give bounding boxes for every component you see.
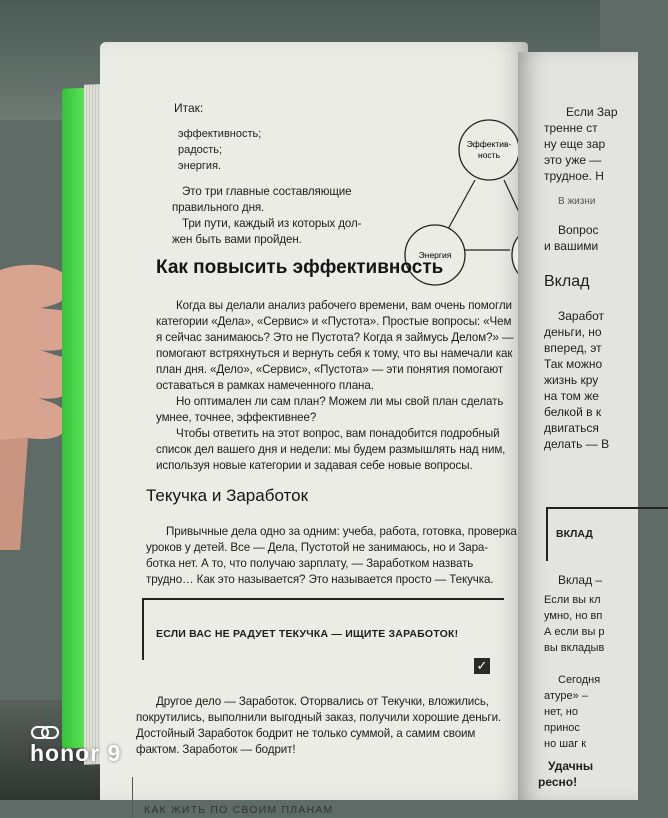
paragraph-line: Но оптимален ли сам план? Можем ли мы свой план сделать: [176, 395, 504, 408]
right-line: на том же: [544, 389, 599, 403]
intro-text: Итак:: [174, 101, 204, 115]
right-line: Удачны: [548, 759, 594, 773]
paragraph-line: оставаться в рамках намеченного плана.: [156, 379, 374, 392]
right-line: это уже —: [544, 153, 602, 167]
ai-camera-icon: [41, 726, 59, 739]
left-page: [100, 42, 528, 816]
right-line-small: В жизни: [558, 196, 596, 207]
right-page: [518, 52, 638, 800]
right-line: Так можно: [544, 357, 603, 371]
right-heading: Вклад: [544, 273, 590, 290]
paragraph-line: категории «Дела», «Сервис» и «Пустота». Простые вопросы: «Чем: [156, 315, 512, 328]
right-line: Заработ: [558, 309, 605, 323]
paragraph-line: уроков у детей. Все — Дела, Пустотой не занимаюсь, но и Зара-: [146, 541, 489, 554]
right-line: вы вкладыв: [544, 642, 605, 654]
paragraph-line: я сейчас занимаюсь? Это не Пустота? Когда я займусь Делом?» —: [156, 331, 514, 344]
right-line: нет, но: [544, 706, 578, 718]
heading-tekuchka: Текучка и Заработок: [146, 486, 309, 505]
right-line: жизнь кру: [544, 373, 599, 387]
list-item: эффективность;: [178, 128, 262, 140]
right-line: принос: [544, 722, 580, 734]
paragraph-line: помогают встряхнуться и вернуть себя к тому, что вы намечали как: [156, 347, 513, 360]
right-line: А если вы р: [544, 626, 605, 638]
right-line: ну еще зар: [544, 137, 606, 151]
heading-effectiveness: Как повысить эффективность: [156, 257, 444, 278]
paragraph-line: план дня. «Дело», «Сервис», «Пустота» — эти понятия помогают: [156, 363, 504, 376]
running-footer: КАК ЖИТЬ ПО СВОИМ ПЛАНАМ: [144, 804, 334, 816]
paragraph-line: Достойный Заработок бодрит не только суммой, а самим своим: [136, 727, 476, 740]
callout-text: ЕСЛИ ВАС НЕ РАДУЕТ ТЕКУЧКА — ИЩИТЕ ЗАРАБОТОК!: [156, 628, 459, 640]
paragraph-line: Чтобы ответить на этот вопрос, вам понадобится подробный: [176, 427, 500, 440]
paragraph-line: Когда вы делали анализ рабочего времени, вам очень помогли: [176, 299, 512, 312]
paragraph-line: Привычные дела одно за одним: учеба, работа, готовка, проверка: [166, 525, 517, 538]
node-label-effectiveness: ность: [478, 150, 500, 160]
node-label-energy: Энергия: [418, 250, 452, 260]
right-line: двигаться: [544, 421, 599, 435]
right-line: тренне ст: [544, 121, 598, 135]
right-line: атуре» –: [544, 690, 588, 702]
paragraph-line: покрутились, выполнили выгодный заказ, получили хорошие деньги.: [136, 711, 502, 724]
right-line: но шаг к: [544, 738, 587, 750]
summary-line: Три пути, каждый из которых дол-: [182, 217, 362, 230]
right-line: трудное. Н: [544, 169, 604, 183]
paragraph-line: трудно… Как это называется? Это называется просто — Текучка.: [146, 573, 494, 586]
right-line: и вашими: [544, 239, 599, 253]
node-label-effectiveness: Эффектив-: [466, 139, 512, 149]
paragraph-line: используя новые категории и задавая себе новые вопросы.: [156, 459, 473, 472]
list-item: радость;: [178, 144, 223, 156]
paragraph-line: фактом. Заработок — бодрит!: [136, 743, 296, 756]
camera-watermark: honor 9: [30, 740, 122, 766]
right-line: Сегодня: [558, 674, 601, 686]
summary-line: жен быть вами пройден.: [172, 233, 302, 246]
summary-line: Это три главные составляющие: [182, 185, 352, 198]
right-line: Вклад –: [558, 573, 603, 587]
checkmark-icon: ✓: [474, 658, 490, 674]
paragraph-line: список дел вашего дня и недели: мы будем размышлять над ним,: [156, 443, 506, 456]
right-line: ресно!: [538, 775, 578, 789]
right-line: вперед, эт: [544, 341, 602, 355]
list-item: энергия.: [178, 160, 222, 172]
summary-line: правильного дня.: [172, 201, 265, 214]
right-line: Если Зар: [566, 105, 618, 119]
right-line: Вопрос: [558, 223, 599, 237]
right-line: белкой в к: [544, 405, 602, 419]
paragraph-line: ботка нет. А то, что получаю зарплату, — Заработком назвать: [146, 557, 474, 570]
right-line: Если вы кл: [544, 594, 601, 606]
right-line: умно, но вп: [544, 610, 603, 622]
right-line: деньги, но: [544, 325, 602, 339]
right-callout-text: ВКЛАД: [556, 528, 593, 540]
paragraph-line: Другое дело — Заработок. Оторвались от Текучки, вложились,: [156, 695, 489, 708]
right-line: делать — В: [544, 437, 610, 451]
footer-divider: [132, 777, 133, 817]
paragraph-line: умнее, точнее, эффективнее?: [156, 411, 317, 424]
